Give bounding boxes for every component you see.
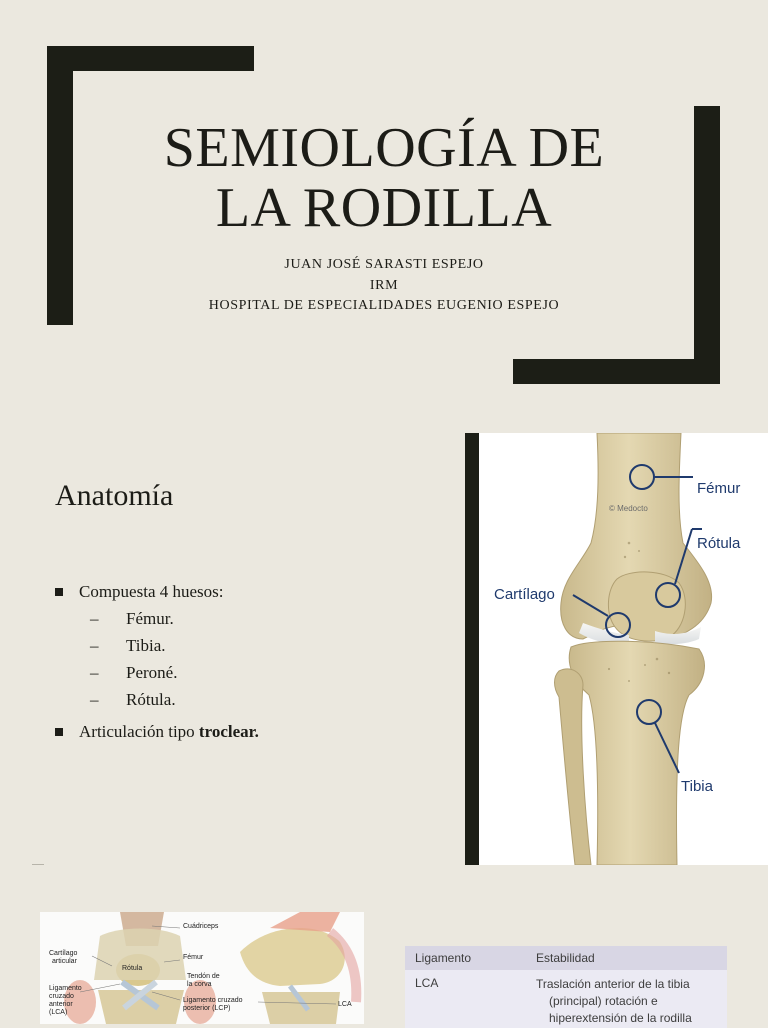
- frame-top-left-horizontal: [47, 46, 254, 71]
- dash-bullet-icon: –: [90, 609, 99, 628]
- sub-bullet-item: [90, 609, 174, 629]
- label-cuadriceps: Cuádriceps: [183, 923, 219, 930]
- label-rotula: Rótula: [697, 535, 741, 552]
- frame-bottom-right-vertical: [694, 106, 720, 384]
- bone-name: Rótula.: [126, 690, 176, 709]
- label-lcp-line1: Ligamento cruzado: [183, 997, 243, 1004]
- sub-bullet-item: [90, 663, 177, 683]
- bullet-text-prefix: Articulación tipo: [79, 722, 199, 741]
- knee-bones-drawing: [479, 433, 768, 865]
- label-lca-line1: Ligamento: [49, 985, 82, 992]
- knee-ligament-diagram: [40, 912, 364, 1024]
- bone-name: Fémur.: [126, 609, 174, 628]
- bullet-item: [55, 582, 224, 602]
- author-name: JUAN JOSÉ SARASTI ESPEJO: [284, 257, 484, 272]
- cell-estabilidad-line1: Traslación anterior de la tibia: [536, 977, 690, 991]
- bullet-text-bold: troclear.: [198, 722, 259, 741]
- institution-name: HOSPITAL DE ESPECIALIDADES EUGENIO ESPEJO: [208, 298, 560, 313]
- dash-bullet-icon: –: [90, 663, 99, 682]
- label-cartilago-line1: Cartílago: [49, 950, 78, 957]
- header-ligamento: Ligamento: [415, 951, 472, 965]
- sub-bullet-item: [90, 690, 176, 710]
- header-estabilidad: Estabilidad: [536, 950, 595, 965]
- title-line-1: SEMIOLOGÍA DE: [163, 117, 605, 179]
- label-tendon-line1: Tendón de: [187, 973, 220, 980]
- cell-estabilidad-line3: hiperextensión de la rodilla: [549, 1011, 692, 1025]
- label-tibia: Tibia: [681, 778, 713, 795]
- image-accent-bar: [465, 433, 479, 865]
- presentation-title: [84, 118, 684, 238]
- slide-heading: Anatomía: [55, 479, 174, 512]
- frame-top-left-vertical: [47, 46, 73, 325]
- label-lca-line3: anterior: [49, 1001, 73, 1008]
- tibia-bone: [569, 641, 704, 865]
- bullet-text: [79, 722, 259, 742]
- table-header-row: [405, 946, 727, 970]
- divider-mark: [32, 864, 44, 865]
- knee-illustration: [479, 433, 768, 865]
- cell-estabilidad: [536, 976, 727, 1028]
- table-row: [405, 970, 727, 1028]
- cell-ligamento: LCA: [415, 976, 439, 990]
- cell-estabilidad-line2: (principal) rotación e: [549, 994, 658, 1008]
- label-femur: Fémur: [697, 480, 741, 497]
- square-bullet-icon: [55, 728, 63, 736]
- square-bullet-icon: [55, 588, 63, 596]
- label-lca-right: LCA: [338, 1001, 352, 1008]
- author-role: IRM: [369, 278, 399, 293]
- ligament-table: [405, 946, 727, 1028]
- label-cartilago: Cartílago: [494, 586, 555, 603]
- label-femur: Fémur: [183, 954, 204, 961]
- label-tendon-line2: la corva: [187, 981, 212, 988]
- sub-bullet-item: [90, 636, 166, 656]
- label-lca-line4: (LCA): [49, 1009, 68, 1016]
- bone-name: Peroné.: [126, 663, 178, 682]
- fibula-bone: [555, 669, 592, 865]
- dash-bullet-icon: –: [90, 690, 99, 709]
- title-line-2: LA RODILLA: [215, 177, 553, 239]
- dash-bullet-icon: –: [90, 636, 99, 655]
- watermark-text: © Medocto: [609, 504, 648, 513]
- label-cartilago-line2: articular: [52, 958, 77, 965]
- label-lca-line2: cruzado: [49, 993, 74, 1000]
- frame-bottom-right-horizontal: [513, 359, 720, 384]
- label-rotula: Rótula: [122, 965, 143, 972]
- bullet-text: Compuesta 4 huesos:: [79, 582, 224, 601]
- label-lcp-line2: posterior (LCP): [183, 1005, 231, 1012]
- bullet-item: [55, 722, 259, 742]
- bone-name: Tibia.: [126, 636, 166, 655]
